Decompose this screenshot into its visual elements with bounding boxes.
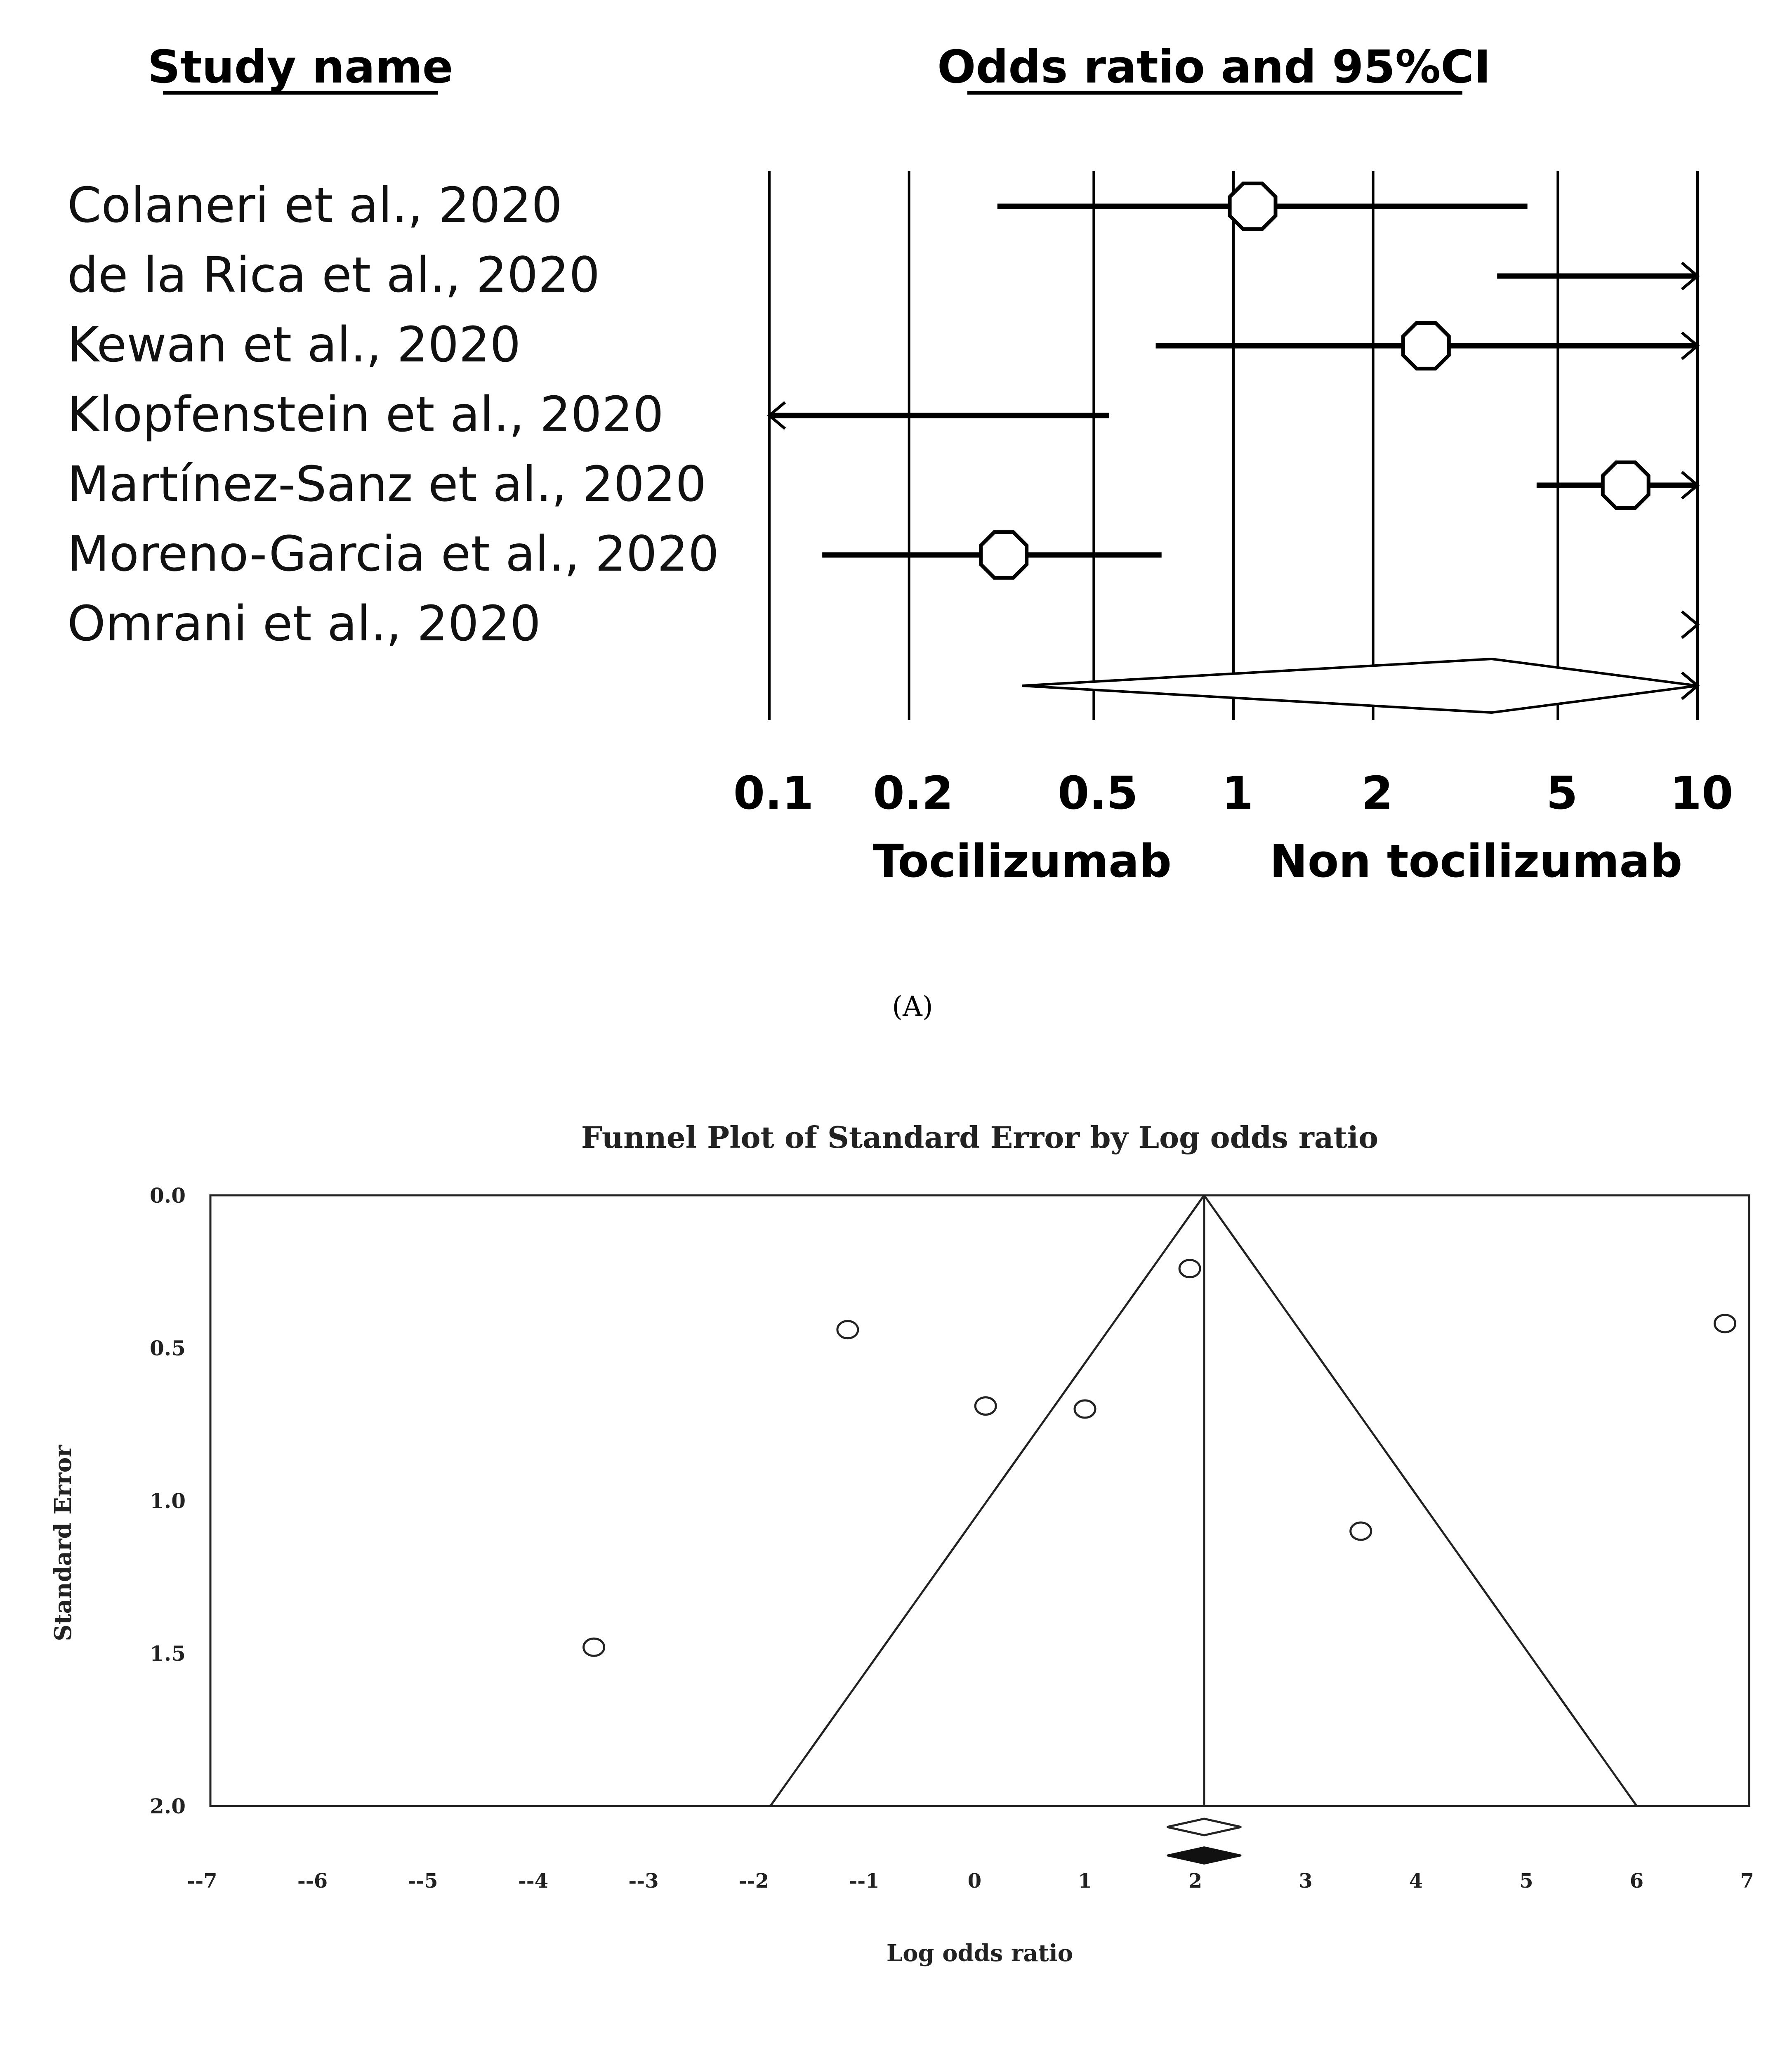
forest-tick-label: 0.5: [1057, 767, 1138, 819]
funnel-x-tick-label: 3: [1299, 1869, 1313, 1893]
study-point-estimate: [1603, 463, 1648, 508]
funnel-x-tick-label: --4: [518, 1869, 549, 1893]
funnel-plot-frame: [210, 1195, 1749, 1806]
panel-a-caption: (A): [892, 991, 933, 1022]
funnel-x-tick-label: --1: [849, 1869, 879, 1893]
ci-arrow-head: [1682, 611, 1698, 638]
funnel-y-tick-label: 1.0: [150, 1489, 186, 1513]
study-name: Omrani et al., 2020: [67, 595, 541, 652]
funnel-y-tick-label: 2.0: [150, 1794, 186, 1818]
study-point-estimate: [1230, 184, 1276, 229]
funnel-x-tick-labels: [187, 1869, 1754, 1893]
funnel-x-tick-label: --5: [408, 1869, 438, 1893]
study-name-list: [67, 177, 719, 652]
study-point-estimate: [981, 532, 1027, 578]
funnel-x-tick-label: 2: [1188, 1869, 1203, 1893]
adjusted-estimate-diamond: [1167, 1847, 1241, 1864]
study-name-header: Study name: [147, 40, 453, 93]
study-point: [1715, 1315, 1735, 1332]
funnel-plot-panel: [50, 1120, 1754, 2063]
funnel-left-boundary: [771, 1195, 1204, 1806]
study-name: Martínez-Sanz et al., 2020: [67, 456, 707, 512]
odds-ratio-header: Odds ratio and 95%CI: [937, 40, 1491, 93]
funnel-x-tick-label: 7: [1740, 1869, 1754, 1893]
study-point: [584, 1638, 604, 1656]
forest-tick-label: 1: [1221, 767, 1254, 819]
forest-summary: [1022, 659, 1698, 713]
funnel-y-tick-label: 0.0: [150, 1183, 186, 1208]
study-name: Moreno-Garcia et al., 2020: [67, 525, 719, 582]
funnel-x-tick-label: --7: [187, 1869, 217, 1893]
study-point: [975, 1397, 996, 1415]
funnel-estimate-diamonds: [1167, 1819, 1241, 1864]
forest-gridlines: [769, 171, 1698, 720]
funnel-x-tick-label: 4: [1409, 1869, 1423, 1893]
forest-tick-labels: [733, 767, 1733, 819]
forest-tick-label: 10: [1670, 767, 1733, 819]
forest-plot-panel: [67, 40, 1733, 1022]
funnel-plot-title: Funnel Plot of Standard Error by Log odds ratio: [581, 1120, 1379, 1155]
funnel-y-axis-label: Standard Error: [50, 1445, 77, 1641]
funnel-x-tick-label: --2: [738, 1869, 769, 1893]
forest-tick-label: 5: [1546, 767, 1578, 819]
study-point: [1351, 1522, 1371, 1540]
forest-tick-label: 2: [1361, 767, 1393, 819]
favours-non-tocilizumab-label: Non tocilizumab: [1269, 835, 1683, 888]
funnel-triangle: [771, 1195, 1637, 1806]
funnel-points: [584, 1260, 1735, 1656]
study-name: de la Rica et al., 2020: [67, 246, 600, 303]
funnel-y-tick-label: 1.5: [150, 1641, 186, 1666]
summary-diamond: [1022, 659, 1698, 713]
funnel-x-tick-label: 0: [967, 1869, 982, 1893]
forest-tick-label: 0.1: [733, 767, 814, 819]
funnel-y-tick-labels: [150, 1183, 186, 1818]
study-name: Klopfenstein et al., 2020: [67, 386, 664, 443]
funnel-x-tick-label: 1: [1078, 1869, 1092, 1893]
observed-estimate-diamond: [1167, 1819, 1241, 1835]
funnel-y-tick-label: 0.5: [150, 1336, 186, 1360]
forest-tick-label: 0.2: [873, 767, 954, 819]
funnel-x-axis-label: Log odds ratio: [886, 1940, 1073, 1967]
study-point: [837, 1321, 858, 1338]
funnel-x-tick-label: 5: [1519, 1869, 1533, 1893]
study-point: [1075, 1400, 1095, 1418]
study-name: Colaneri et al., 2020: [67, 177, 563, 234]
funnel-x-tick-label: 6: [1629, 1869, 1644, 1893]
funnel-x-tick-label: --3: [628, 1869, 659, 1893]
funnel-right-boundary: [1204, 1195, 1637, 1806]
study-point-estimate: [1403, 323, 1449, 369]
favours-tocilizumab-label: Tocilizumab: [872, 835, 1172, 888]
study-name: Kewan et al., 2020: [67, 316, 521, 373]
funnel-x-tick-label: --6: [297, 1869, 328, 1893]
study-point: [1179, 1260, 1200, 1277]
